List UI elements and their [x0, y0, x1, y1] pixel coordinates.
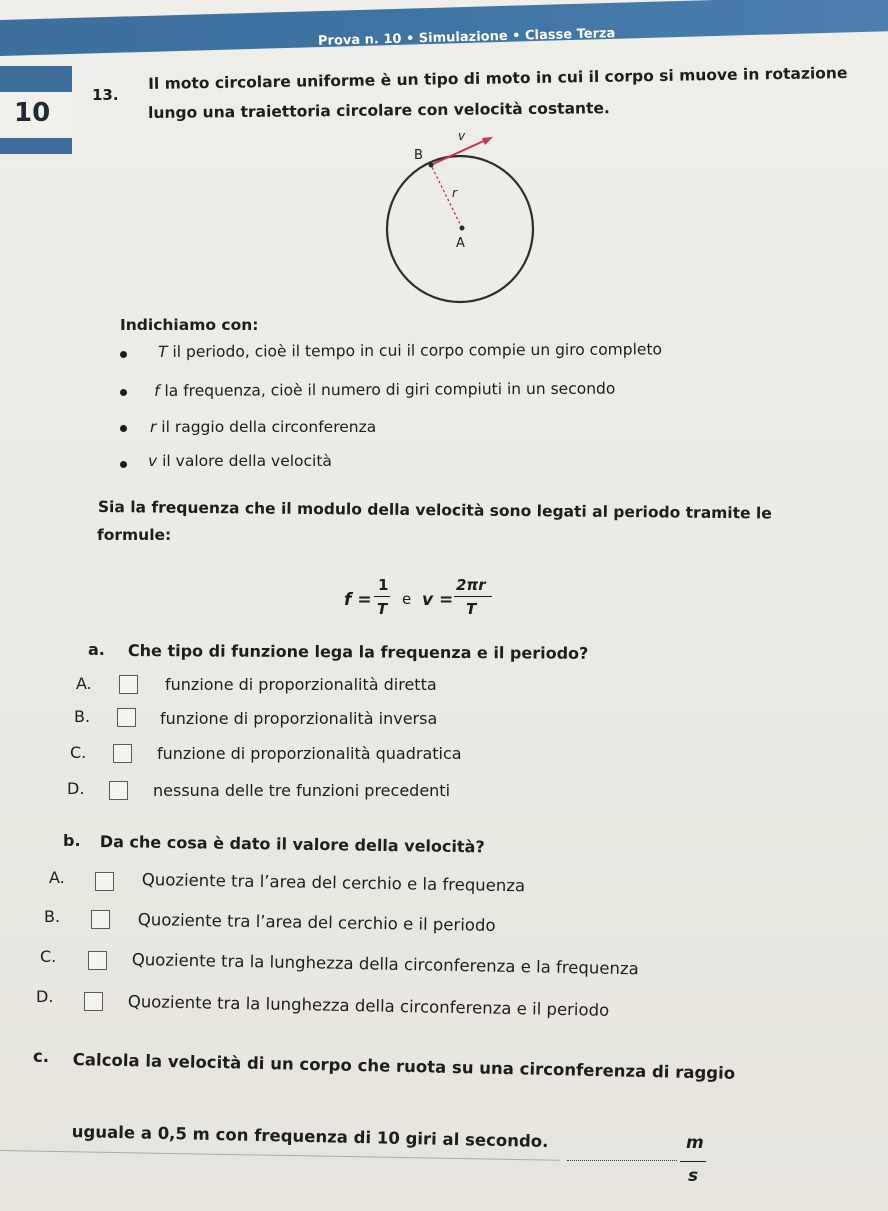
formula-v-den: T	[466, 600, 477, 618]
definition-item: r il raggio della circonferenza	[150, 418, 377, 436]
fraction-bar	[374, 596, 390, 597]
label-r: r	[452, 186, 457, 200]
unit-numerator: m	[686, 1133, 704, 1153]
formula-conj: e	[402, 590, 412, 608]
part-c-line1: Calcola la velocità di un corpo che ruota su una circonferenza di raggio	[72, 1050, 736, 1083]
option-d-checkbox[interactable]	[84, 992, 103, 1011]
formula-intro-line2: formule:	[97, 526, 172, 544]
option-text: funzione di proporzionalità quadratica	[157, 744, 462, 763]
bullet	[120, 461, 127, 468]
formula-v-num: 2πr	[456, 576, 486, 594]
label-B: B	[414, 148, 423, 163]
part-c-label: c.	[33, 1047, 50, 1066]
formula-f-den: T	[377, 600, 388, 618]
option-letter: A.	[76, 674, 92, 693]
part-a-question: Che tipo di funzione lega la frequenza e il periodo?	[127, 641, 589, 663]
option-text: Quoziente tra l’area del cerchio e la frequenza	[141, 870, 526, 896]
question-number: 13.	[92, 86, 119, 104]
page-crease	[0, 1150, 560, 1161]
bullet	[120, 389, 127, 396]
part-b-label: b.	[63, 831, 81, 850]
fraction-bar	[454, 596, 492, 597]
point-B	[429, 163, 434, 168]
option-text: funzione di proporzionalità diretta	[165, 675, 437, 694]
option-text: nessuna delle tre funzioni precedenti	[153, 781, 451, 800]
option-text: Quoziente tra la lunghezza della circonferenza e il periodo	[127, 992, 610, 1020]
label-A: A	[456, 236, 465, 251]
label-v: v	[458, 129, 466, 143]
part-a-label: a.	[88, 640, 105, 659]
option-b-checkbox[interactable]	[91, 910, 110, 929]
question-intro-line2: lungo una traiettoria circolare con velocità costante.	[148, 99, 610, 122]
option-c-checkbox[interactable]	[113, 744, 132, 763]
formula	[344, 574, 504, 634]
formula-v-lhs: v =	[422, 590, 454, 610]
point-A	[460, 226, 465, 231]
option-letter: B.	[44, 907, 61, 926]
definitions-heading: Indichiamo con:	[120, 316, 259, 334]
radius-line	[431, 165, 462, 228]
question-intro-line1: Il moto circolare uniforme è un tipo di moto in cui il corpo si muove in rotazione	[148, 64, 848, 93]
option-letter: D.	[36, 987, 54, 1006]
option-letter: D.	[67, 779, 85, 798]
option-text: Quoziente tra l’area del cerchio e il periodo	[137, 910, 496, 935]
header-band	[0, 0, 888, 56]
option-a-checkbox[interactable]	[119, 675, 138, 694]
arrowhead	[482, 137, 493, 145]
option-text: Quoziente tra la lunghezza della circonferenza e la frequenza	[131, 950, 639, 979]
bullet	[120, 425, 127, 432]
option-b-checkbox[interactable]	[117, 708, 136, 727]
definition-item: f la frequenza, cioè il numero di giri compiuti in un secondo	[154, 379, 616, 400]
circle-diagram	[380, 125, 550, 305]
option-c-checkbox[interactable]	[88, 951, 107, 970]
header-title: Prova n. 10 • Simulazione • Classe Terza	[317, 26, 616, 49]
part-c-line2: uguale a 0,5 m con frequenza di 10 giri al secondo.	[71, 1122, 549, 1151]
option-text: funzione di proporzionalità inversa	[160, 709, 438, 728]
formula-f-lhs: f =	[344, 590, 372, 610]
option-letter: C.	[40, 947, 57, 966]
option-a-checkbox[interactable]	[95, 872, 114, 891]
unit-denominator: s	[688, 1166, 699, 1186]
bullet	[120, 351, 127, 358]
option-d-checkbox[interactable]	[109, 781, 128, 800]
option-letter: B.	[74, 707, 91, 726]
definition-item: v il valore della velocità	[148, 452, 332, 470]
definition-item: T il periodo, cioè il tempo in cui il corpo compie un giro completo	[158, 340, 663, 361]
score-value: 10	[14, 98, 51, 128]
formula-intro-line1: Sia la frequenza che il modulo della velocità sono legati al periodo tramite le	[97, 498, 772, 523]
part-b-question: Da che cosa è dato il valore della velocità?	[99, 832, 485, 857]
formula-f-num: 1	[378, 576, 389, 594]
option-letter: A.	[49, 868, 65, 887]
answer-line[interactable]	[567, 1160, 677, 1161]
unit-fraction-bar	[680, 1161, 706, 1162]
option-letter: C.	[70, 743, 87, 762]
